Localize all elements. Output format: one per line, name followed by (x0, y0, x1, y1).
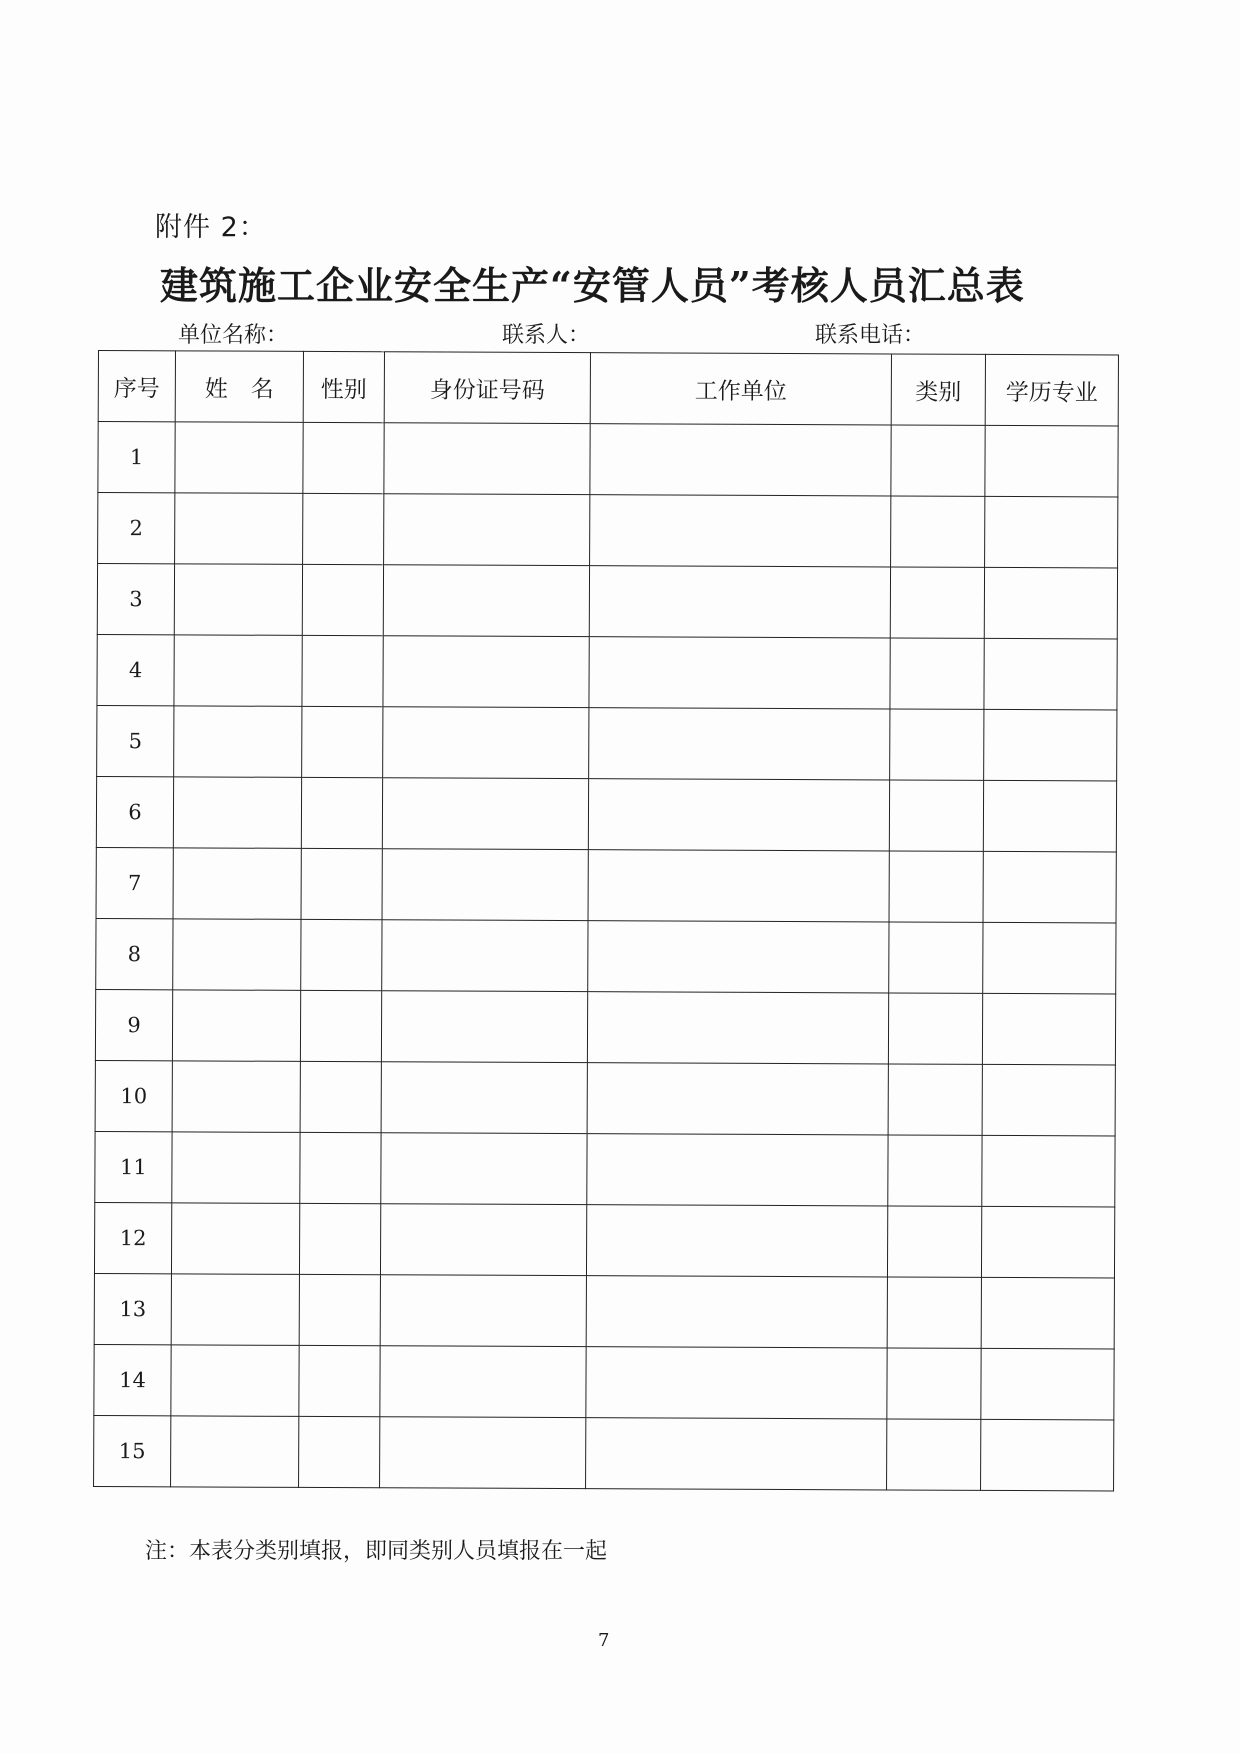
cell-id-number[interactable] (382, 778, 588, 850)
cell-sex[interactable] (301, 919, 382, 990)
cell-name[interactable] (173, 848, 301, 920)
cell-sex[interactable] (302, 706, 383, 777)
cell-seq: 9 (95, 989, 172, 1060)
table-row (97, 564, 1117, 639)
header-name: 姓 名 (175, 351, 303, 423)
cell-id-number[interactable] (383, 565, 589, 637)
table-row (96, 776, 1116, 851)
cell-work-unit[interactable] (589, 637, 890, 709)
cell-id-number[interactable] (380, 1275, 586, 1347)
cell-education-major[interactable] (983, 922, 1116, 994)
header-education-major: 学历专业 (985, 354, 1118, 426)
cell-work-unit[interactable] (590, 424, 891, 496)
cell-category[interactable] (890, 709, 984, 780)
cell-category[interactable] (889, 780, 983, 851)
cell-work-unit[interactable] (590, 495, 891, 567)
table-row (94, 1415, 1114, 1490)
cell-education-major[interactable] (985, 496, 1118, 568)
table-row (96, 847, 1116, 922)
cell-sex[interactable] (300, 1061, 381, 1132)
cell-sex[interactable] (300, 1132, 381, 1203)
cell-sex[interactable] (302, 564, 383, 635)
cell-sex[interactable] (302, 635, 383, 706)
cell-id-number[interactable] (384, 423, 590, 495)
cell-seq: 7 (96, 847, 173, 918)
cell-category[interactable] (889, 851, 983, 922)
cell-work-unit[interactable] (589, 566, 890, 638)
cell-work-unit[interactable] (586, 1418, 887, 1490)
attachment-label: 附件 2： (155, 212, 267, 243)
cell-education-major[interactable] (985, 425, 1118, 497)
cell-sex[interactable] (303, 422, 384, 493)
cell-education-major[interactable] (982, 1064, 1115, 1136)
page-number: 7 (598, 1630, 610, 1651)
cell-seq: 5 (97, 705, 174, 776)
header-id-number: 身份证号码 (384, 352, 590, 424)
cell-category[interactable] (889, 922, 983, 993)
cell-work-unit[interactable] (588, 850, 889, 922)
cell-seq: 4 (97, 634, 174, 705)
cell-education-major[interactable] (981, 1206, 1114, 1278)
cell-work-unit[interactable] (587, 1063, 888, 1135)
cell-name[interactable] (174, 706, 302, 778)
cell-category[interactable] (891, 496, 985, 567)
cell-category[interactable] (888, 1135, 982, 1206)
cell-work-unit[interactable] (587, 992, 888, 1064)
cell-name[interactable] (171, 1274, 299, 1346)
cell-category[interactable] (890, 638, 984, 709)
table-row (97, 705, 1117, 780)
cell-id-number[interactable] (380, 1204, 586, 1276)
page-title: 建筑施工企业安全生产“安管人员”考核人员汇总表 (160, 263, 1025, 308)
cell-seq: 10 (95, 1060, 172, 1131)
cell-sex[interactable] (301, 848, 382, 919)
cell-name[interactable] (175, 422, 303, 494)
cell-name[interactable] (172, 1061, 300, 1133)
header-work-unit: 工作单位 (590, 353, 891, 425)
table-row (96, 918, 1116, 993)
cell-name[interactable] (172, 990, 300, 1062)
cell-sex[interactable] (301, 777, 382, 848)
header-sex: 性别 (303, 351, 384, 422)
cell-name[interactable] (171, 1345, 299, 1417)
cell-sex[interactable] (299, 1203, 380, 1274)
cell-work-unit[interactable] (588, 921, 889, 993)
cell-work-unit[interactable] (589, 708, 890, 780)
cell-education-major[interactable] (983, 780, 1116, 852)
cell-name[interactable] (173, 919, 301, 991)
cell-id-number[interactable] (383, 636, 589, 708)
cell-education-major[interactable] (981, 1277, 1114, 1349)
table-row (97, 634, 1117, 709)
cell-education-major[interactable] (981, 1419, 1114, 1491)
cell-id-number[interactable] (381, 1133, 587, 1205)
cell-work-unit[interactable] (588, 779, 889, 851)
cell-id-number[interactable] (384, 494, 590, 566)
cell-category[interactable] (887, 1348, 981, 1419)
cell-id-number[interactable] (381, 991, 587, 1063)
cell-seq: 15 (94, 1415, 171, 1486)
cell-category[interactable] (888, 993, 982, 1064)
cell-category[interactable] (890, 567, 984, 638)
table-row (98, 493, 1118, 568)
cell-sex[interactable] (300, 990, 381, 1061)
cell-name[interactable] (171, 1203, 299, 1275)
cell-education-major[interactable] (983, 851, 1116, 923)
table-row (95, 1060, 1115, 1135)
cell-id-number[interactable] (383, 707, 589, 779)
header-seq: 序号 (98, 351, 175, 422)
footnote: 注：本表分类别填报，即同类别人员填报在一起 (145, 1539, 608, 1564)
table-row (94, 1273, 1114, 1348)
cell-seq: 13 (94, 1273, 171, 1344)
cell-sex[interactable] (299, 1416, 380, 1487)
cell-seq: 3 (97, 564, 174, 635)
cell-id-number[interactable] (380, 1346, 586, 1418)
cell-education-major[interactable] (984, 709, 1117, 781)
cell-id-number[interactable] (380, 1417, 586, 1489)
cell-sex[interactable] (303, 493, 384, 564)
cell-id-number[interactable] (382, 849, 588, 921)
cell-sex[interactable] (299, 1274, 380, 1345)
cell-seq: 2 (98, 493, 175, 564)
cell-seq: 14 (94, 1344, 171, 1415)
cell-education-major[interactable] (982, 993, 1115, 1065)
cell-name[interactable] (173, 777, 301, 849)
cell-category[interactable] (891, 425, 985, 496)
cell-education-major[interactable] (981, 1348, 1114, 1420)
table-row (95, 1131, 1115, 1206)
cell-sex[interactable] (299, 1345, 380, 1416)
cell-name[interactable] (171, 1416, 299, 1488)
cell-work-unit[interactable] (586, 1205, 887, 1277)
table-header-row (98, 351, 1118, 426)
cell-name[interactable] (175, 493, 303, 565)
table-row (95, 989, 1115, 1064)
cell-education-major[interactable] (984, 567, 1117, 639)
cell-category[interactable] (887, 1277, 981, 1348)
summary-table (93, 350, 1119, 1491)
cell-name[interactable] (174, 564, 302, 636)
cell-work-unit[interactable] (587, 1134, 888, 1206)
cell-education-major[interactable] (984, 638, 1117, 710)
cell-seq: 8 (96, 918, 173, 989)
cell-category[interactable] (887, 1206, 981, 1277)
cell-id-number[interactable] (382, 920, 588, 992)
cell-category[interactable] (888, 1064, 982, 1135)
cell-category[interactable] (887, 1419, 981, 1490)
cell-name[interactable] (174, 635, 302, 707)
cell-work-unit[interactable] (586, 1347, 887, 1419)
cell-name[interactable] (172, 1132, 300, 1204)
unit-name-label: 单位名称： (178, 323, 289, 348)
table-row (94, 1344, 1114, 1419)
contact-phone-label: 联系电话： (815, 323, 926, 348)
table-row (94, 1202, 1114, 1277)
header-category: 类别 (891, 354, 985, 425)
cell-seq: 12 (94, 1202, 171, 1273)
table-row (98, 422, 1118, 497)
cell-work-unit[interactable] (586, 1276, 887, 1348)
cell-seq: 1 (98, 422, 175, 493)
cell-id-number[interactable] (381, 1062, 587, 1134)
contact-person-label: 联系人： (502, 323, 591, 348)
cell-education-major[interactable] (982, 1135, 1115, 1207)
cell-seq: 6 (96, 776, 173, 847)
cell-seq: 11 (95, 1131, 172, 1202)
